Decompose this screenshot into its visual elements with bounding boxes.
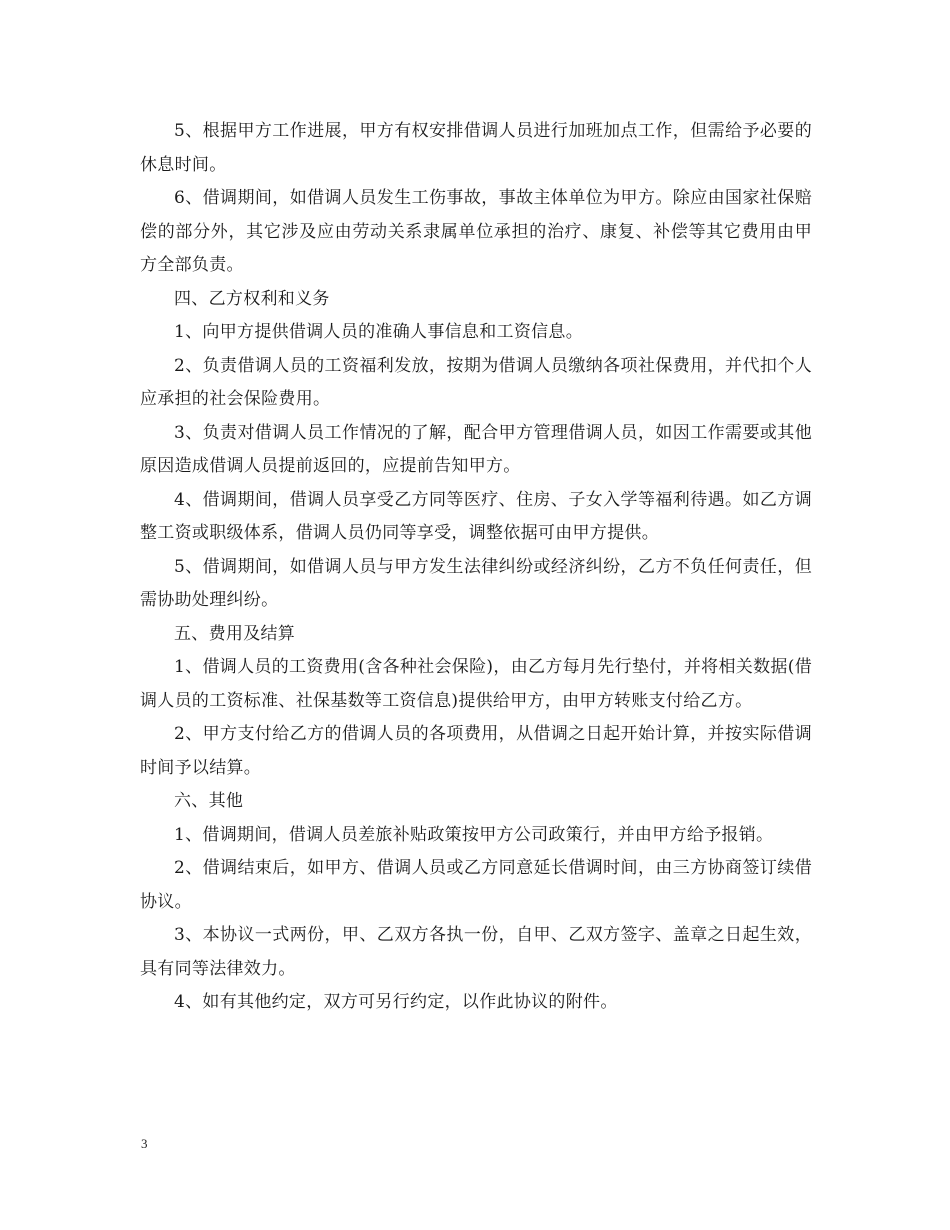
paragraph-personnel-info: 1、向甲方提供借调人员的准确人事信息和工资信息。 (174, 322, 584, 342)
paragraph-overtime: 5、根据甲方工作进展，甲方有权安排借调人员进行加班加点工作，但需给予必要的休息时间。 (140, 121, 812, 175)
paragraph-extension: 2、借调结束后，如甲方、借调人员或乙方同意延长借调时间，由三方协商签订续借协议。 (140, 858, 812, 912)
paragraph-benefits: 4、借调期间，借调人员享受乙方同等医疗、住房、子女入学等福利待遇。如乙方调整工资或职级体系，借调人员仍同等享受，调整依据可由甲方提供。 (140, 489, 812, 543)
section-heading-party-b-rights: 四、乙方权利和义务 (174, 288, 330, 309)
paragraph-copies: 3、本协议一式两份，甲、乙双方各执一份，自甲、乙双方签字、盖章之日起生效，具有同等法律效力。 (140, 925, 812, 979)
section-heading-fees-settlement: 五、费用及结算 (174, 623, 296, 644)
page-number: 3 (141, 1136, 148, 1151)
paragraph-fee-calculation: 2、甲方支付给乙方的借调人员的各项费用，从借调之日起开始计算，并按实际借调时间予以结算。 (140, 724, 812, 778)
document-body (140, 115, 812, 1020)
paragraph-travel-allowance: 1、借调期间，借调人员差旅补贴政策按甲方公司政策行，并由甲方给予报销。 (174, 824, 774, 845)
paragraph-salary-advance: 1、借调人员的工资费用(含各种社会保险)，由乙方每月先行垫付，并将相关数据(借调人员的工资标准、社保基数等工资信息)提供给甲方，由甲方转账支付给乙方。 (140, 657, 812, 711)
paragraph-disputes: 5、借调期间，如借调人员与甲方发生法律纠纷或经济纠纷，乙方不负任何责任，但需协助处理纠纷。 (140, 556, 812, 610)
section-heading-other: 六、其他 (174, 791, 244, 811)
paragraph-work-status: 3、负责对借调人员工作情况的了解，配合甲方管理借调人员，如因工作需要或其他原因造成借调人员提前返回的，应提前告知甲方。 (140, 422, 812, 476)
paragraph-salary-welfare: 2、负责借调人员的工资福利发放，按期为借调人员缴纳各项社保费用，并代扣个人应承担的社会保险费用。 (140, 355, 812, 409)
paragraph-work-injury: 6、借调期间，如借调人员发生工伤事故，事故主体单位为甲方。除应由国家社保赔偿的部分外，其它涉及应由劳动关系隶属单位承担的治疗、康复、补偿等其它费用由甲方全部负责。 (140, 188, 812, 275)
paragraph-other-agreements: 4、如有其他约定，双方可另行约定，以作此协议的附件。 (174, 992, 618, 1012)
